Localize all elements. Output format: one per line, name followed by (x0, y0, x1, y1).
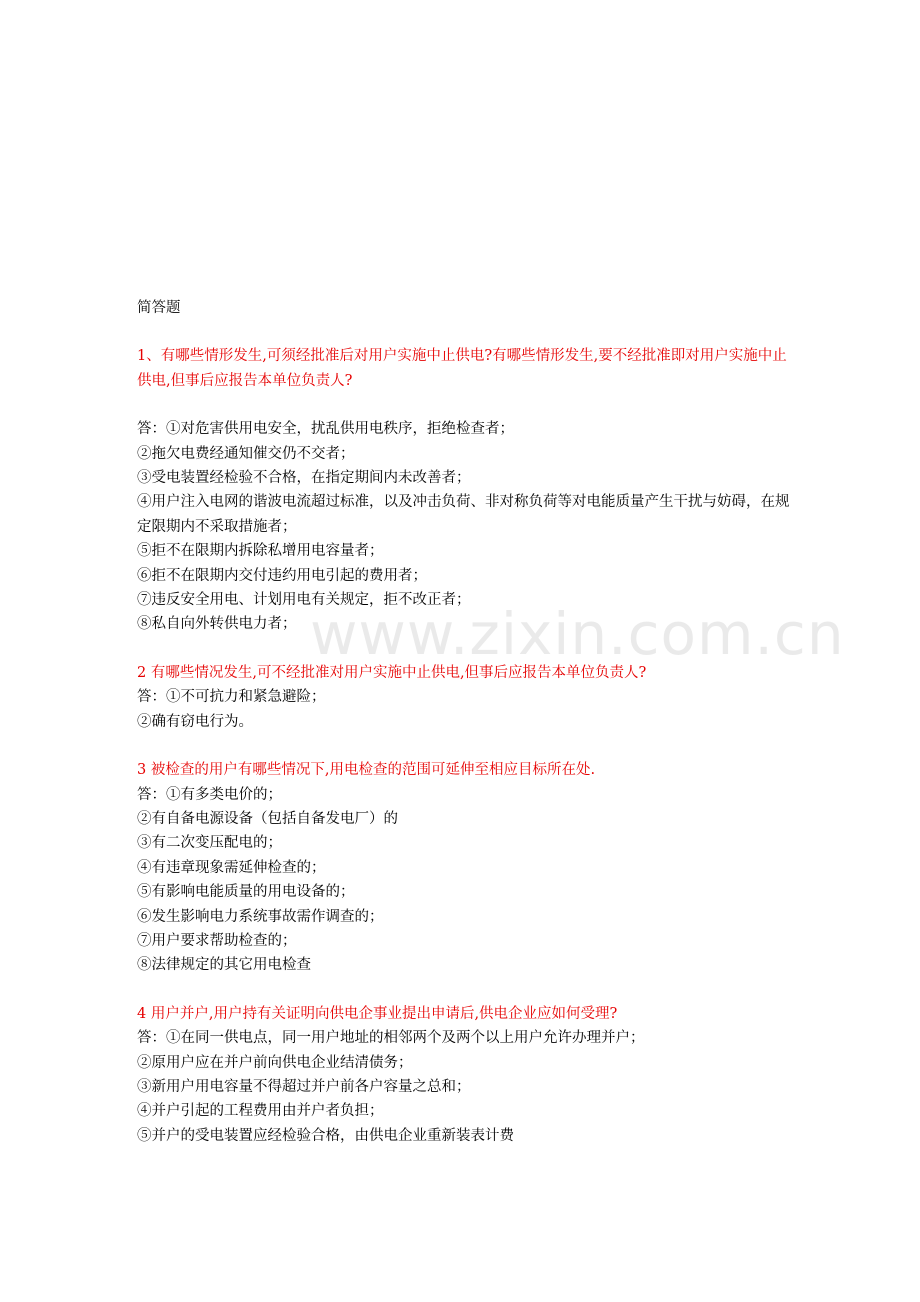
question-block-3 (137, 758, 797, 978)
answer-line: 答：①有多类电价的； (137, 786, 282, 803)
answer-line: ②原用户应在并户前向供电企业结清债务； (137, 1054, 413, 1071)
answer-line: ⑤有影响电能质量的用电设备的； (137, 884, 355, 901)
answer-line: ⑧法律规定的其它用电检查 (137, 957, 311, 974)
answer-line: ⑥发生影响电力系统事故需作调查的； (137, 908, 384, 925)
answer-line: ⑥拒不在限期内交付违约用电引起的费用者； (137, 567, 427, 584)
question-text: 1、有哪些情形发生,可须经批准后对用户实施中止供电?有哪些情形发生,要不经批准即对用户实施中止供电,但事后应报告本单位负责人? (137, 348, 787, 389)
answer-line: ④有违章现象需延伸检查的； (137, 859, 326, 876)
answer-line: ⑦用户要求帮助检查的； (137, 932, 297, 949)
answer-line: ③新用户用电容量不得超过并户前各户容量之总和； (137, 1078, 471, 1095)
answer-line: ②有自备电源设备（包括自备发电厂）的 (137, 810, 398, 827)
question-text: 2 有哪些情况发生,可不经批准对用户实施中止供电,但事后应报告本单位负责人? (137, 664, 647, 681)
answer-line: ④并户引起的工程费用由并户者负担； (137, 1103, 384, 1120)
answer-line: 答：①不可抗力和紧急避险； (137, 689, 326, 706)
answer-line: ⑤拒不在限期内拆除私增用电容量者； (137, 543, 384, 560)
answer-line: 答：①在同一供电点，同一用户地址的相邻两个及两个以上用户允许办理并户； (137, 1030, 645, 1047)
question-text: 3 被检查的用户有哪些情况下,用电检查的范围可延伸至相应目标所在处. (137, 762, 596, 779)
watermark: www.zixin.com.cn (310, 600, 845, 668)
question-block-4 (137, 1002, 797, 1148)
question-block-2 (137, 661, 797, 734)
answer-line: 答：①对危害供用电安全，扰乱供用电秩序，拒绝检查者； (137, 421, 514, 438)
question-block-1 (137, 344, 797, 636)
answer-line: ⑦违反安全用电、计划用电有关规定，拒不改正者； (137, 592, 471, 609)
spacer (137, 393, 797, 417)
answer-line: ②确有窃电行为。 (137, 713, 253, 730)
document-page (137, 296, 797, 1172)
answer-line: ③受电装置经检验不合格，在指定期间内未改善者； (137, 470, 471, 487)
question-text: 4 用户并户,用户持有关证明向供电企事业提出申请后,供电企业应如何受理? (137, 1005, 618, 1022)
answer-line: ⑧私自向外转供电力者； (137, 616, 297, 633)
section-title: 简答题 (137, 300, 181, 316)
answer-line: ③有二次变压配电的； (137, 835, 282, 852)
answer-line: ④用户注入电网的谐波电流超过标准，以及冲击负荷、非对称负荷等对电能质量产生干扰与妨碍，在规定限期内不采取措施者； (137, 494, 790, 535)
answer-line: ⑤并户的受电装置应经检验合格，由供电企业重新装表计费 (137, 1127, 514, 1144)
answer-line: ②拖欠电费经通知催交仍不交者； (137, 445, 355, 462)
